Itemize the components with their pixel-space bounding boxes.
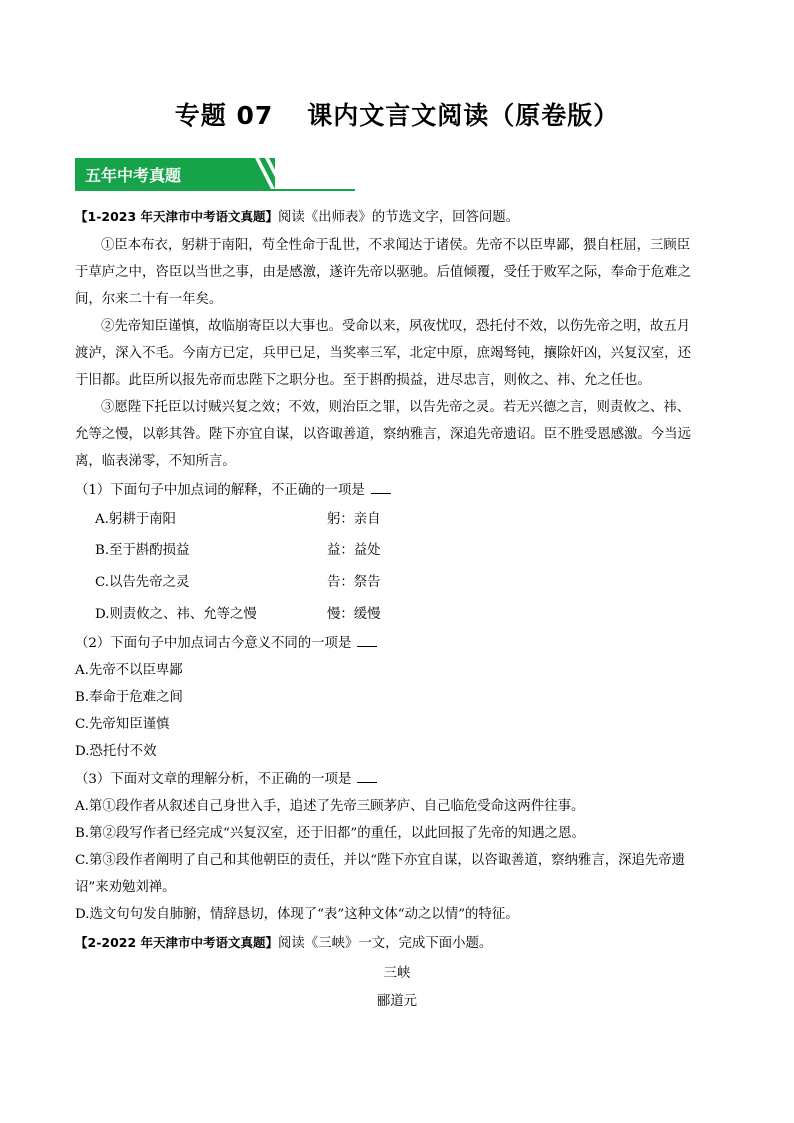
page-title <box>0 96 794 132</box>
q1-intro: 阅读《出师表》的节选文字，回答问题。 <box>278 210 520 225</box>
title-topic-name: 课内文言文阅读（原卷版） <box>307 101 620 130</box>
sub2-option-d: D.恐托付不效 <box>75 744 157 759</box>
sub1-option-d: D.则责攸之、祎、允等之慢 <box>95 607 257 622</box>
sub2-option-c: C.先帝知臣谨慎 <box>75 717 170 732</box>
q1-heading <box>75 207 725 228</box>
passage-p3-line3: 离，临表涕零，不知所言。 <box>75 454 236 469</box>
answer-blank[interactable] <box>357 770 377 783</box>
sub2-option-a: A.先帝不以臣卑鄙 <box>75 663 183 678</box>
banner-label: 五年中考真题 <box>85 166 182 185</box>
passage-p3-line1: ③愿陛下托臣以讨贼兴复之效；不效，则治臣之罪，以告先帝之灵。若无兴德之言，则责攸之、祎、 <box>101 400 691 415</box>
passage-author: 郦道元 <box>376 994 418 1009</box>
sub1-option-b-gloss: 益：益处 <box>327 543 381 558</box>
sub-question-3 <box>75 770 725 790</box>
sub-question-2 <box>75 634 725 654</box>
passage-p3-line2: 允等之慢，以彰其咎。陛下亦宜自谋，以咨诹善道，察纳雅言，深追先帝遗诏。臣不胜受恩感激。今当远 <box>75 427 691 442</box>
q2-intro: 阅读《三峡》一文，完成下面小题。 <box>278 936 493 951</box>
q2-source-tag: 【2-2022 年天津市中考语文真题】 <box>75 935 279 950</box>
passage-p2-line1: ②先帝知臣谨慎，故临崩寄臣以大事也。受命以来，夙夜忧叹，恐托付不效，以伤先帝之明，故五月 <box>101 319 691 334</box>
sub1-option-a: A.躬耕于南阳 <box>95 512 176 527</box>
passage-p1-line2: 于草庐之中，咨臣以当世之事，由是感激，遂许先帝以驱驰。后值倾覆，受任于败军之际，奉命于危难之 <box>75 265 691 280</box>
passage-p1-line1: ①臣本布衣，躬耕于南阳，苟全性命于乱世，不求闻达于诸侯。先帝不以臣卑鄙，猥自枉屈，三顾臣 <box>101 238 691 253</box>
sub3-option-a: A.第①段作者从叙述自己身世入手，追述了先帝三顾茅庐、自己临危受命这两件往事。 <box>75 799 585 814</box>
passage-p1-line3: 间，尔来二十有一年矣。 <box>75 292 223 307</box>
answer-blank[interactable] <box>357 634 377 647</box>
answer-blank[interactable] <box>371 481 391 494</box>
sub-question-1 <box>75 481 725 501</box>
sub-question-1-text: （1）下面句子中加点词的解释，不正确的一项是 <box>75 483 365 498</box>
sub-question-2-text: （2）下面句子中加点词古今意义不同的一项是 <box>75 636 352 651</box>
sub1-option-b: B.至于斟酌损益 <box>95 543 190 558</box>
passage-p2-line3: 于旧都。此臣所以报先帝而忠陛下之职分也。至于斟酌损益，进尽忠言，则攸之、祎、允之任也。 <box>75 373 651 388</box>
passage-title: 三峡 <box>383 966 411 981</box>
sub3-option-b: B.第②段写作者已经完成“兴复汉室，还于旧都”的重任，以此回报了先帝的知遇之恩。 <box>75 826 585 841</box>
q2-heading <box>75 933 725 954</box>
title-topic-number: 专题 07 <box>174 101 274 130</box>
section-banner <box>75 158 355 191</box>
passage-p2-line2: 渡泸，深入不毛。今南方已定，兵甲已足，当奖率三军，北定中原，庶竭驽钝，攘除奸凶，兴复汉室，还 <box>75 346 691 361</box>
sub2-option-b: B.奉命于危难之间 <box>75 690 183 705</box>
sub3-option-c-line1: C.第③段作者阐明了自己和其他朝臣的责任，并以“陛下亦宜自谋，以咨诹善道，察纳雅言，深追先帝遗 <box>75 853 686 868</box>
sub1-option-a-gloss: 躬：亲自 <box>327 512 381 527</box>
sub-question-3-text: （3）下面对文章的理解分析，不正确的一项是 <box>75 772 352 787</box>
q1-source-tag: 【1-2023 年天津市中考语文真题】 <box>75 209 279 224</box>
sub3-option-c-line2: 诏”来劝勉刘禅。 <box>75 880 176 895</box>
sub1-option-d-gloss: 慢：缓慢 <box>327 607 381 622</box>
sub1-option-c: C.以告先帝之灵 <box>95 575 190 590</box>
sub1-option-c-gloss: 告：祭告 <box>327 575 381 590</box>
sub3-option-d: D.选文句句发自肺腑，情辞恳切，体现了“表”这种文体“动之以情”的特征。 <box>75 907 519 922</box>
banner-underline <box>75 189 355 191</box>
